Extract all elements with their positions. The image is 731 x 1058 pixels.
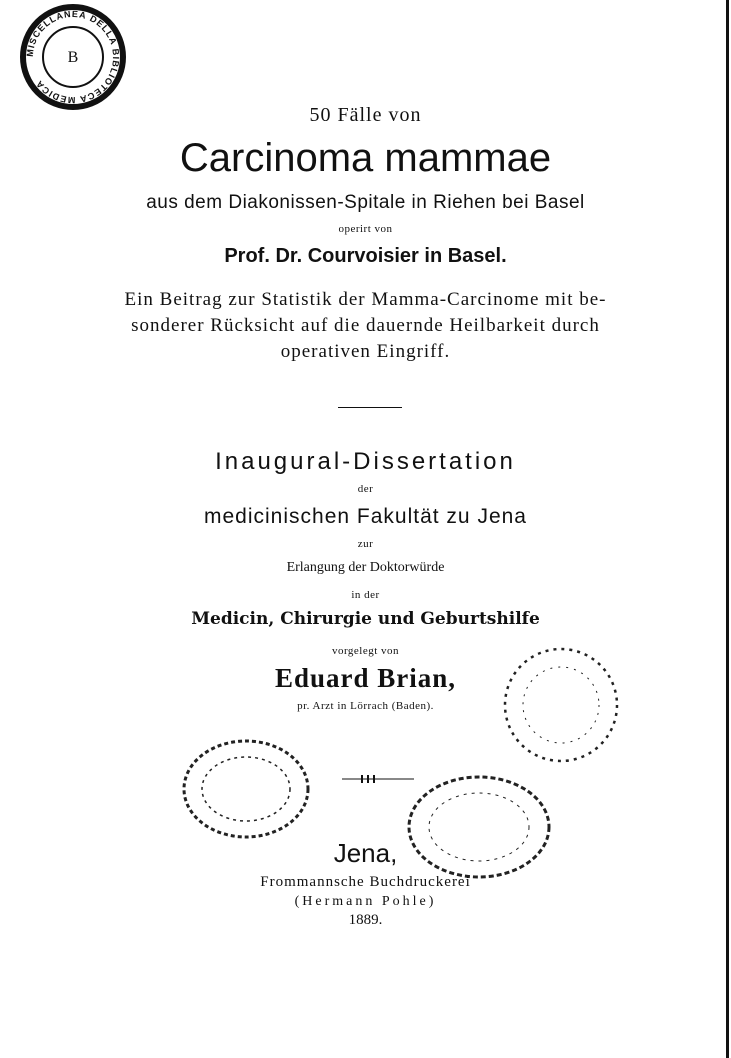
ink-stamp-left bbox=[176, 734, 316, 844]
professor-name: Prof. Dr. Courvoisier in Basel. bbox=[224, 245, 507, 267]
svg-text:MISCELLANEA DELLA BIBLIOTECA M: MISCELLANEA DELLA BIBLIOTECA MEDICA bbox=[24, 8, 122, 106]
author-name: Eduard Brian, bbox=[274, 663, 457, 693]
abstract-line-3: operativen Eingriff. bbox=[280, 341, 451, 362]
subtitle: aus dem Diakonissen-Spitale in Riehen bei Basel bbox=[146, 192, 585, 213]
operirt-von: operirt von bbox=[338, 223, 393, 235]
der-1: der bbox=[357, 483, 374, 495]
printer-owner: (Hermann Pohle) bbox=[294, 894, 437, 909]
abstract-line-2: sonderer Rücksicht auf die dauernde Heilbarkeit durch bbox=[131, 315, 600, 336]
printer: Frommannsche Buchdruckerei bbox=[260, 874, 471, 890]
library-stamp-seal bbox=[18, 2, 128, 112]
city: Jena, bbox=[333, 838, 398, 868]
vorgelegt-von: vorgelegt von bbox=[331, 645, 400, 657]
fields: Medicin, Chirurgie und Geburtshilfe bbox=[191, 609, 540, 629]
ink-stamp-right-upper bbox=[496, 645, 626, 765]
dissertation-title: Inaugural-Dissertation bbox=[215, 448, 516, 475]
author-info: pr. Arzt in Lörrach (Baden). bbox=[297, 700, 434, 712]
svg-text:B: B bbox=[67, 49, 79, 66]
in-der: in der bbox=[351, 589, 380, 601]
title-line-1: 50 Fälle von bbox=[309, 104, 422, 126]
zur: zur bbox=[357, 538, 374, 550]
divider-1 bbox=[338, 407, 402, 408]
erlangung: Erlangung der Doktorwürde bbox=[286, 560, 445, 575]
year: 1889. bbox=[348, 912, 383, 928]
main-title: Carcinoma mammae bbox=[179, 136, 552, 180]
faculty: medicinischen Fakultät zu Jena bbox=[204, 505, 527, 528]
abstract-line-1: Ein Beitrag zur Statistik der Mamma-Carcinome mit be- bbox=[124, 289, 607, 310]
